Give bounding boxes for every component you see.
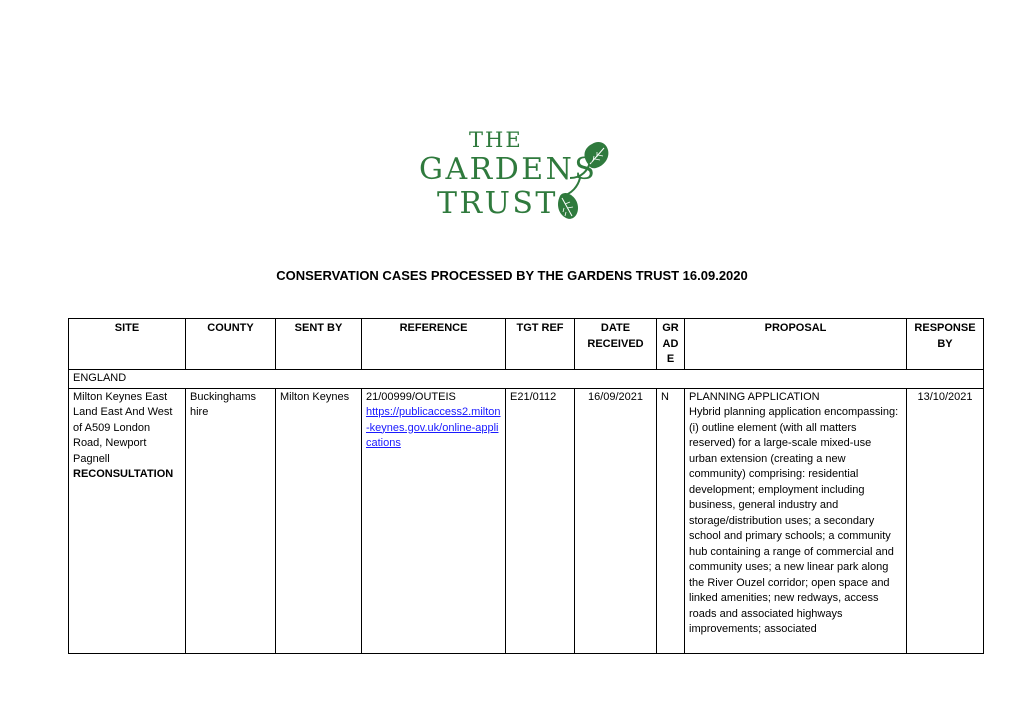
header-response-by: RESPONSE BY xyxy=(907,319,984,370)
header-county: COUNTY xyxy=(186,319,276,370)
reference-code: 21/00999/OUTEIS xyxy=(366,390,456,403)
cell-county: Buckinghams hire xyxy=(186,388,276,653)
cell-reference xyxy=(362,388,506,653)
document-title: CONSERVATION CASES PROCESSED BY THE GARDENS TRUST 16.09.2020 xyxy=(276,268,748,283)
conservation-cases-table xyxy=(68,318,984,654)
site-name: Milton Keynes East Land East And West of A509 London Road, Newport Pagnell xyxy=(73,390,173,465)
header-date-received: DATE RECEIVED xyxy=(575,319,657,370)
site-status: RECONSULTATION xyxy=(73,468,174,480)
header-tgt-ref: TGT REF xyxy=(506,319,575,370)
cell-response-by: 13/10/2021 xyxy=(907,388,984,653)
header-grade: GR AD E xyxy=(657,319,685,370)
cell-proposal xyxy=(685,388,907,653)
table-header-row xyxy=(69,319,984,370)
cell-sent-by: Milton Keynes xyxy=(276,388,362,653)
header-proposal: PROPOSAL xyxy=(685,319,907,370)
header-sent-by: SENT BY xyxy=(276,319,362,370)
gardens-trust-logo xyxy=(412,126,612,226)
cell-site xyxy=(69,388,186,653)
table-row xyxy=(69,388,984,653)
cell-grade: N xyxy=(657,388,685,653)
reference-link[interactable]: https://publicaccess2.milton-keynes.gov.uk/online-applications xyxy=(366,406,501,449)
proposal-type: PLANNING APPLICATION xyxy=(689,390,820,403)
logo-line-gardens: GARDENS xyxy=(419,152,598,187)
cell-date-received: 16/09/2021 xyxy=(575,388,657,653)
region-row xyxy=(69,369,984,388)
logo-line-the: THE xyxy=(469,128,523,152)
region-label: ENGLAND xyxy=(69,369,984,388)
header-site: SITE xyxy=(69,319,186,370)
logo-line-trust: TRUST xyxy=(437,186,558,221)
cell-tgt-ref: E21/0112 xyxy=(506,388,575,653)
proposal-text: Hybrid planning application encompassing: (i) outline element (with all matters reserved) for a large-scale mixed-use urban extension (creating a new community) comprising: residential development; employment including business, general industry and storage/distribution uses; a secondary school and primary schools; a community hub containing a range of commercial and community uses; a new linear park along the River Ouzel corridor; open space and linked amenities; new redways, access roads and associated highways improvements; associated xyxy=(689,406,899,635)
header-reference: REFERENCE xyxy=(362,319,506,370)
